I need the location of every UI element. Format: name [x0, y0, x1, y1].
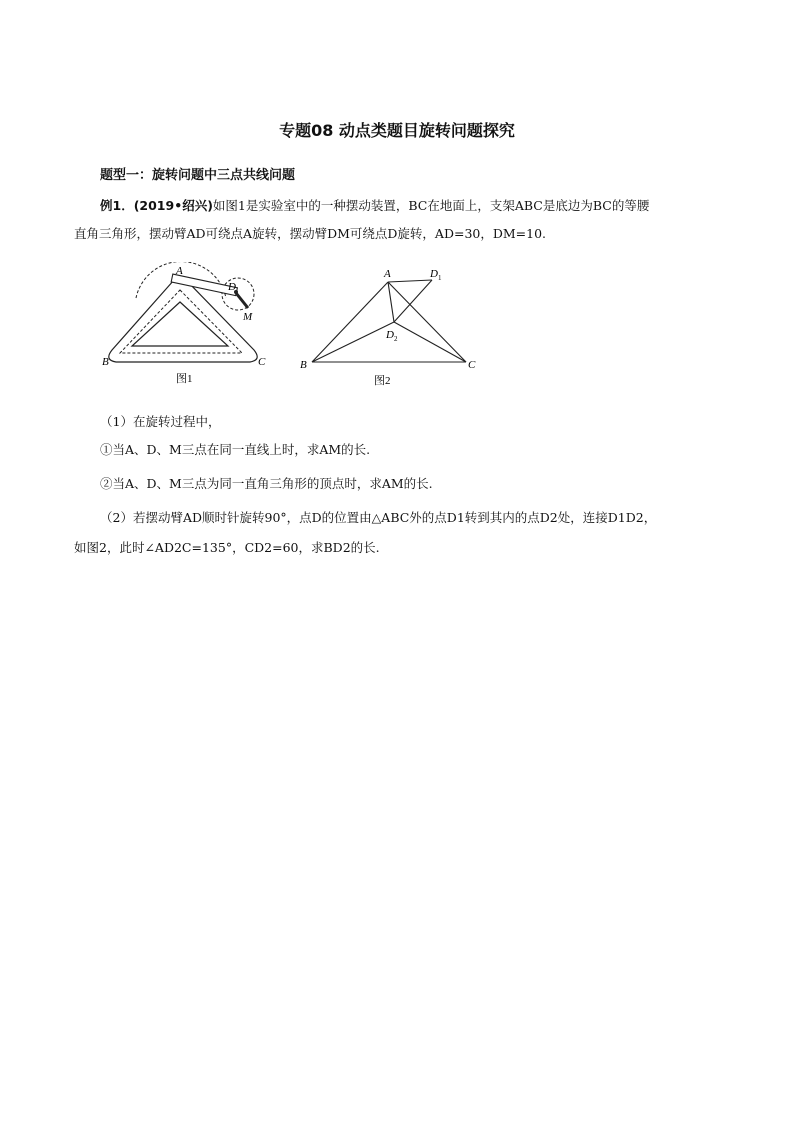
label-d1: $D_1$: [430, 268, 442, 282]
label-b: B: [300, 359, 307, 371]
frame-dashed-track: [120, 290, 242, 353]
example-line2: 直角三角形，摆动臂AD可绕点A旋转，摆动臂DM可绕点D旋转，AD=30，DM=10.: [74, 226, 547, 241]
figure-2-caption: 图2: [374, 375, 391, 387]
q1-intro: （1）在旋转过程中，: [100, 414, 221, 429]
segment-cd2: [394, 322, 466, 362]
label-d2: $D_2$: [386, 329, 398, 343]
page-title: 专题08 动点类题目旋转问题探究: [279, 121, 515, 140]
label-c: C: [258, 356, 266, 368]
label-a: A: [384, 268, 391, 280]
q1-part1: ①当A、D、M三点在同一直线上时，求AM的长.: [100, 442, 371, 457]
arm-dm: [236, 293, 248, 308]
section-heading: 题型一：旋转问题中三点共线问题: [100, 168, 296, 183]
segment-ab: [312, 282, 388, 362]
label-c: C: [468, 359, 476, 371]
q1-part2: ②当A、D、M三点为同一直角三角形的顶点时，求AM的长.: [100, 476, 433, 491]
segment-bd2: [312, 322, 394, 362]
label-a: A: [176, 265, 183, 277]
example-label: 例1．(2019•绍兴): [100, 198, 213, 213]
label-d: D: [228, 281, 236, 293]
label-m: M: [243, 311, 253, 323]
figure-2: [296, 262, 486, 394]
segment-ac: [388, 282, 466, 362]
segment-d1d2: [394, 280, 432, 322]
figure-1: [96, 262, 276, 394]
example-line1: 如图1是实验室中的一种摆动装置，BC在地面上，支架ABC是底边为BC的等腰: [212, 198, 650, 213]
label-b: B: [102, 356, 109, 368]
q2-line1: （2）若摆动臂AD顺时针旋转90°，点D的位置由△ABC外的点D1转到其内的点D2处，连接D1D2，: [100, 510, 657, 525]
q2-line2: 如图2，此时∠AD2C=135°，CD2=60，求BD2的长.: [74, 540, 380, 555]
segment-ad1: [388, 280, 432, 282]
example-paragraph: [74, 192, 734, 248]
figure-1-caption: 图1: [176, 373, 193, 385]
